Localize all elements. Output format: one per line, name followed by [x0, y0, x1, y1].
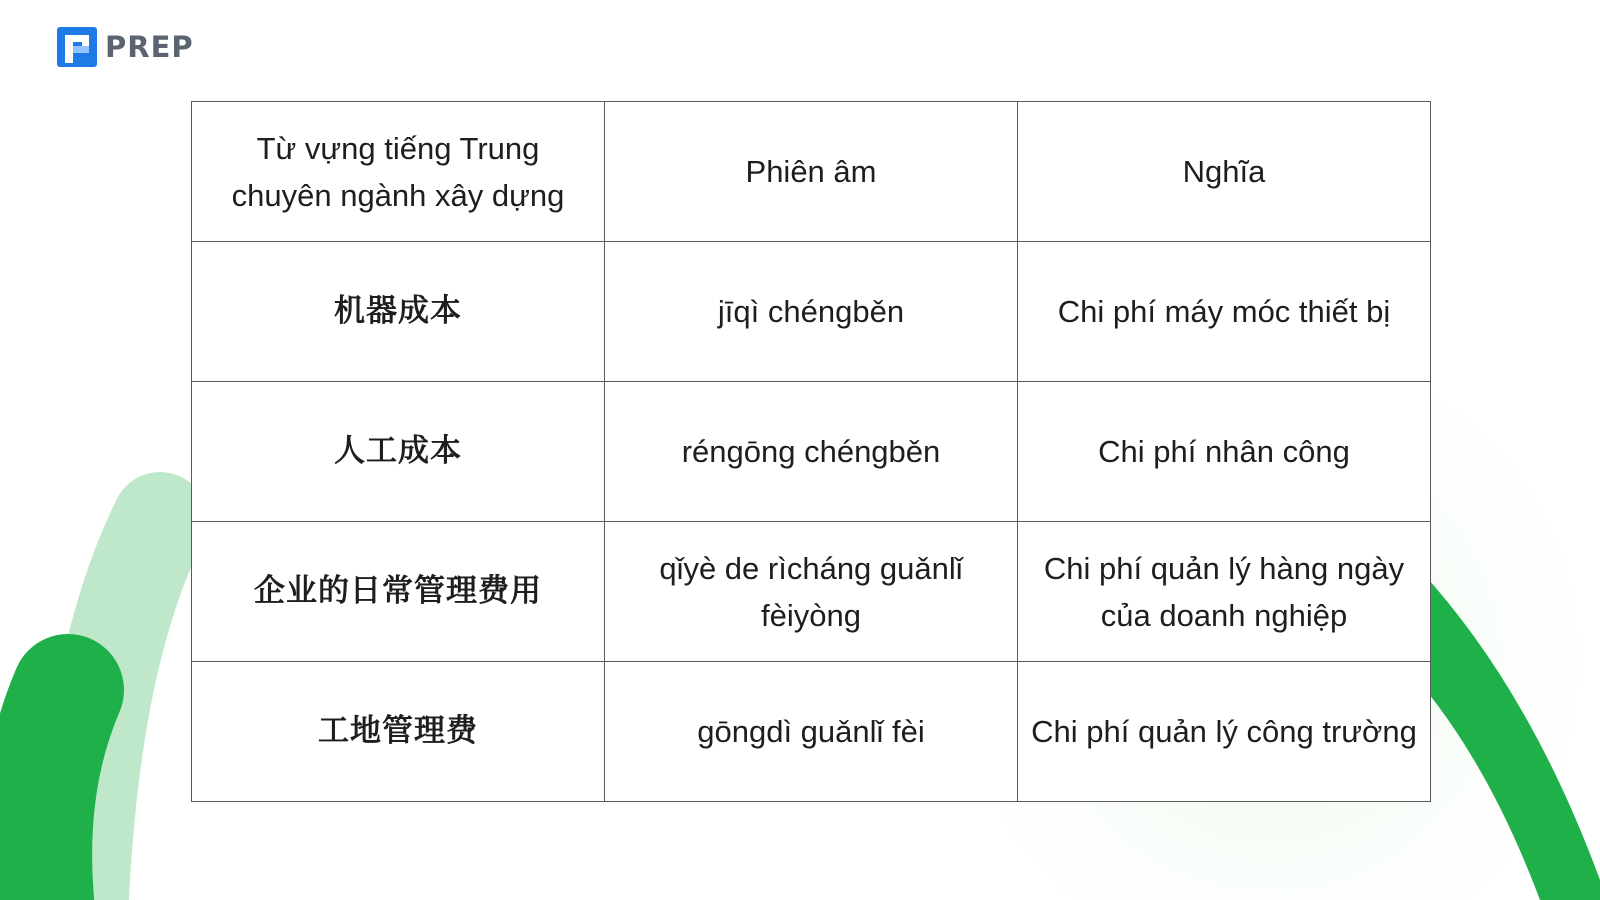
- table-row: [192, 662, 1431, 802]
- meaning-cell: Chi phí máy móc thiết bị: [1018, 242, 1431, 382]
- header-pronunciation: Phiên âm: [605, 102, 1018, 242]
- pinyin-cell: qǐyè de rìcháng guǎnlǐ fèiyòng: [605, 522, 1018, 662]
- header-vocabulary: Từ vựng tiếng Trung chuyên ngành xây dựng: [192, 102, 605, 242]
- meaning-cell: Chi phí quản lý hàng ngày của doanh nghiệp: [1018, 522, 1431, 662]
- header-meaning: Nghĩa: [1018, 102, 1431, 242]
- meaning-cell: Chi phí quản lý công trường: [1018, 662, 1431, 802]
- pinyin-cell: réngōng chéngběn: [605, 382, 1018, 522]
- hanzi-cell: 人工成本: [192, 382, 605, 522]
- table-row: [192, 242, 1431, 382]
- meaning-cell: Chi phí nhân công: [1018, 382, 1431, 522]
- pinyin-cell: jīqì chéngběn: [605, 242, 1018, 382]
- hanzi-cell: 企业的日常管理费用: [192, 522, 605, 662]
- pinyin-cell: gōngdì guǎnlǐ fèi: [605, 662, 1018, 802]
- vocabulary-table: [191, 101, 1431, 802]
- table-row: [192, 522, 1431, 662]
- prep-logo-icon: [57, 27, 97, 67]
- hanzi-cell: 工地管理费: [192, 662, 605, 802]
- hanzi-cell: 机器成本: [192, 242, 605, 382]
- brand-name: PREP: [105, 30, 194, 64]
- dark-green-arc-left: [36, 690, 68, 900]
- table-row: [192, 382, 1431, 522]
- table-header-row: [192, 102, 1431, 242]
- prep-logo[interactable]: [57, 27, 194, 67]
